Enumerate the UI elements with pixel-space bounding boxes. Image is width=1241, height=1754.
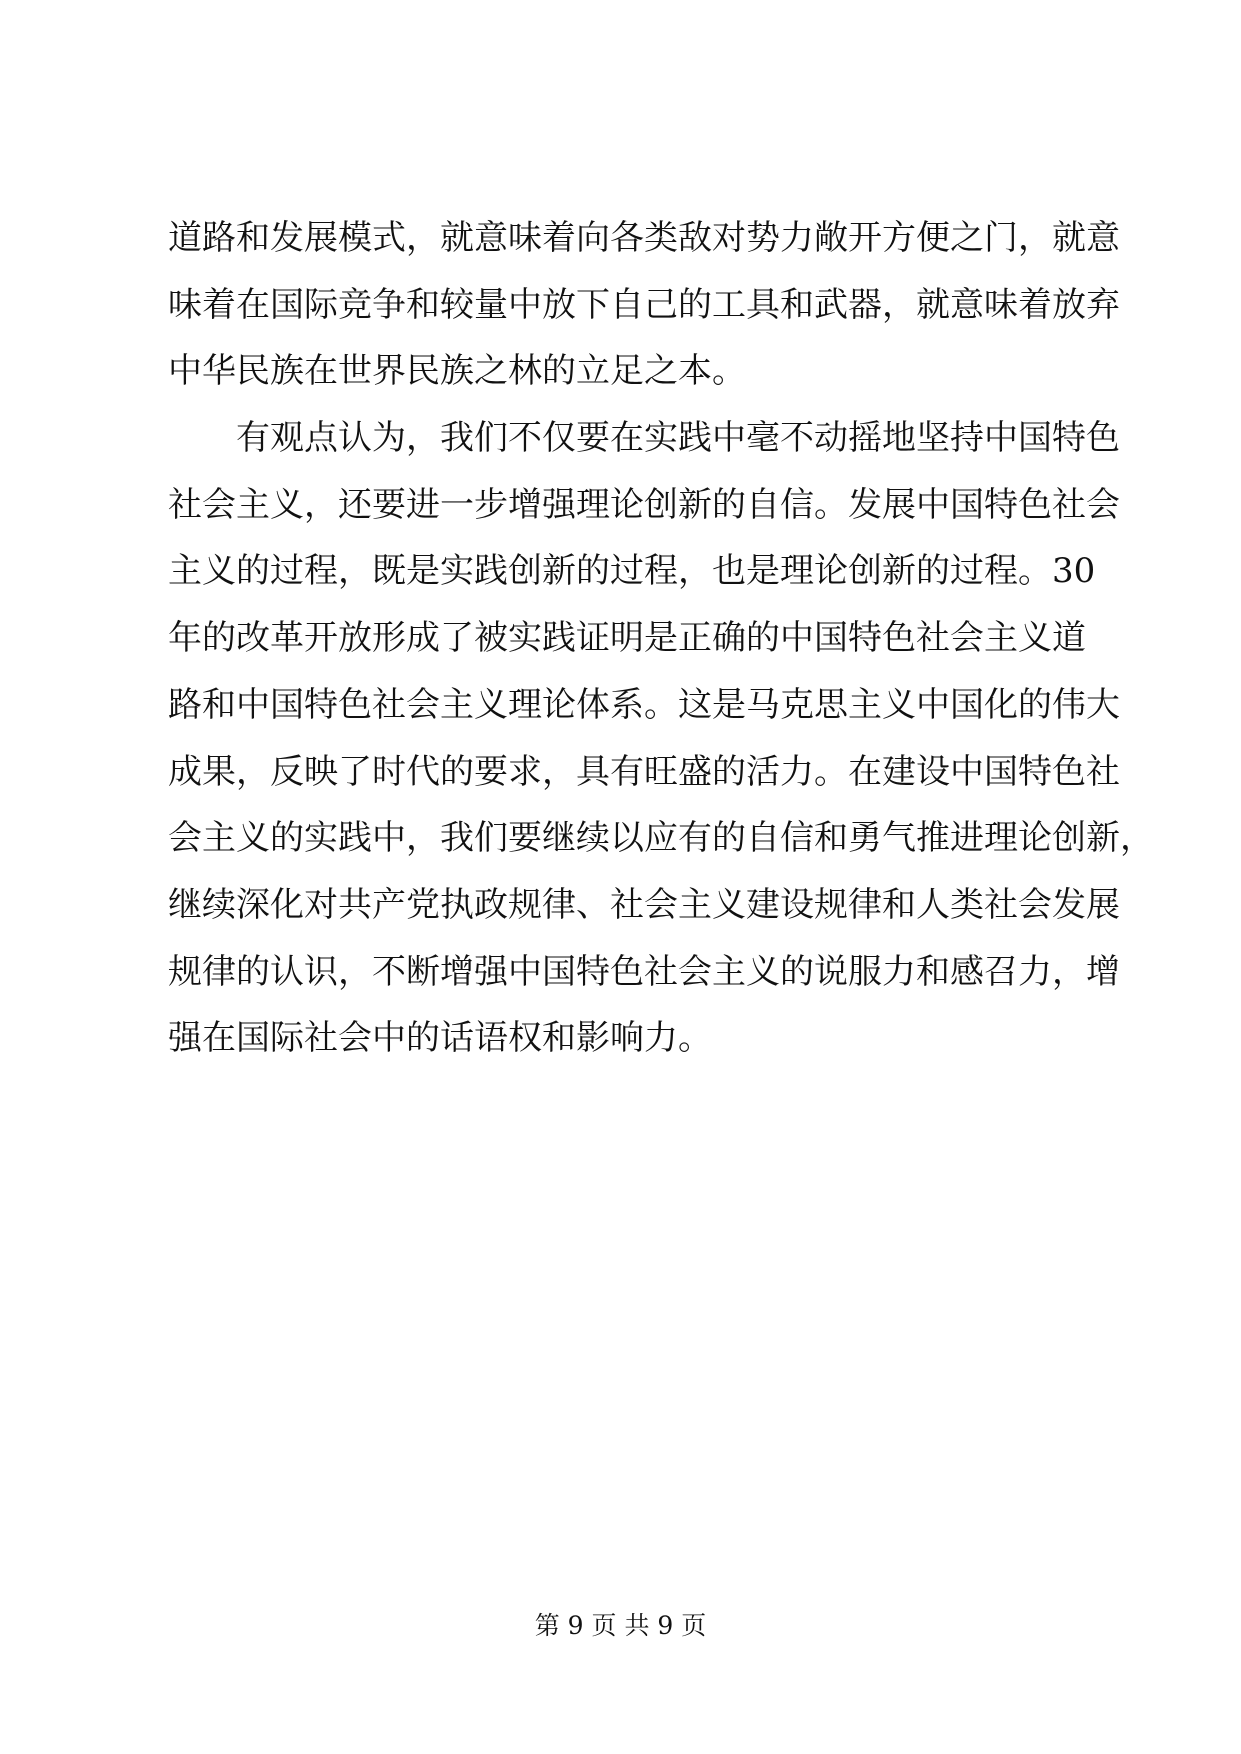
paragraph-line: 路和中国特色社会主义理论体系。这是马克思主义中国化的伟大 <box>168 684 1120 725</box>
paragraph-line: 会主义的实践中，我们要继续以应有的自信和勇气推进理论创新， <box>168 818 1154 859</box>
page-number-footer: 第 9 页 共 9 页 <box>534 1611 707 1640</box>
paragraph-line: 继续深化对共产党执政规律、社会主义建设规律和人类社会发展 <box>168 884 1120 925</box>
paragraph-line: 主义的过程，既是实践创新的过程，也是理论创新的过程。30 <box>168 551 1096 592</box>
document-body <box>168 205 1154 1072</box>
paragraph-line: 成果，反映了时代的要求，具有旺盛的活力。在建设中国特色社 <box>168 751 1120 792</box>
paragraph-line: 道路和发展模式，就意味着向各类敌对势力敞开方便之门，就意 <box>168 218 1120 258</box>
paragraph-line: 味着在国际竞争和较量中放下自己的工具和武器，就意味着放弃 <box>168 284 1120 325</box>
paragraph-line: 强在国际社会中的话语权和影响力。 <box>168 1018 712 1059</box>
paragraph-1 <box>168 205 1120 405</box>
paragraph-line: 年的改革开放形成了被实践证明是正确的中国特色社会主义道 <box>168 618 1086 659</box>
paragraph-line: 规律的认识，不断增强中国特色社会主义的说服力和感召力，增 <box>168 951 1120 992</box>
paragraph-line: 中华民族在世界民族之林的立足之本。 <box>168 351 746 392</box>
paragraph-2 <box>168 405 1154 1072</box>
paragraph-line: 有观点认为，我们不仅要在实践中毫不动摇地坚持中国特色 <box>236 418 1120 459</box>
paragraph-line: 社会主义，还要进一步增强理论创新的自信。发展中国特色社会 <box>168 484 1120 525</box>
